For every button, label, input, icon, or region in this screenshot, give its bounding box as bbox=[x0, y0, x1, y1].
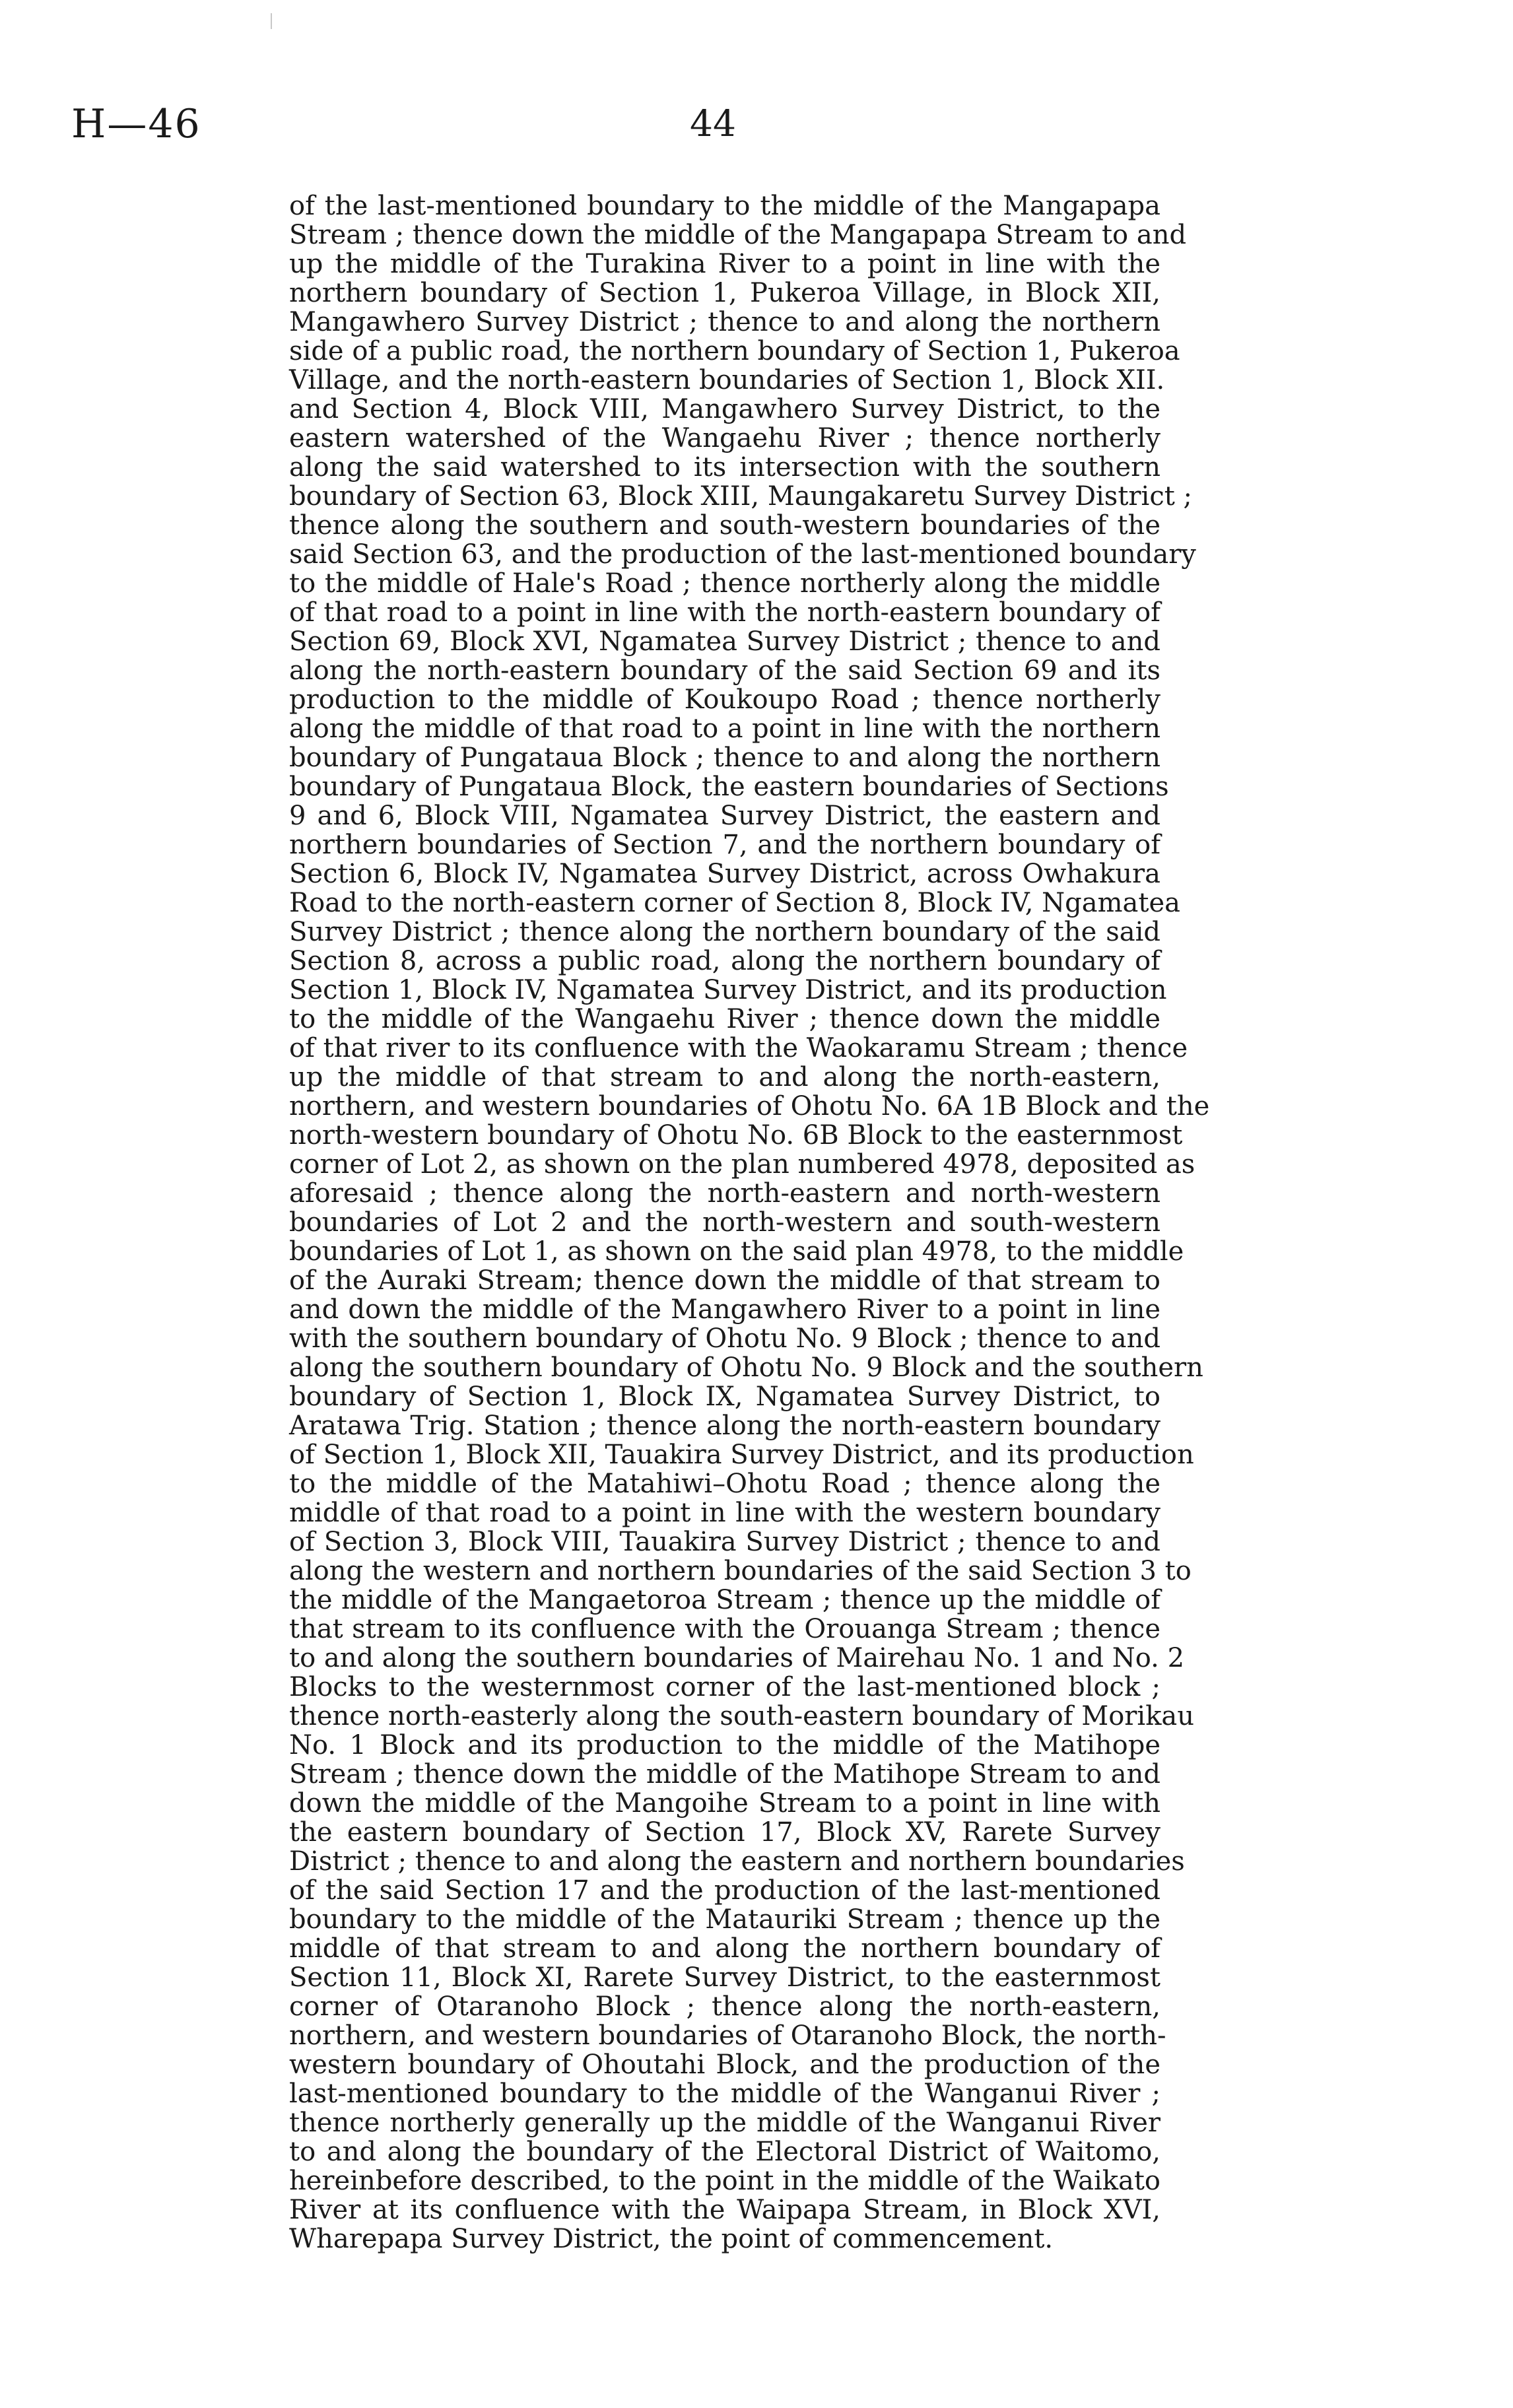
text-line: boundary of Pungataua Block, the eastern boundaries of Sections bbox=[289, 772, 1169, 802]
text-line: middle of that road to a point in line with the western boundary bbox=[289, 1498, 1160, 1528]
text-line: boundaries of Lot 1, as shown on the said plan 4978, to the middle bbox=[289, 1236, 1184, 1267]
document-reference: H—46 bbox=[71, 101, 201, 147]
text-line: Section 1, Block IV, Ngamatea Survey District, and its production bbox=[289, 975, 1167, 1005]
text-line: Stream ; thence down the middle of the Mangapapa Stream to and bbox=[289, 220, 1187, 250]
scan-mark bbox=[271, 13, 272, 29]
text-line: boundary of Section 1, Block IX, Ngamatea Survey District, to bbox=[289, 1382, 1160, 1412]
text-line: hereinbefore described, to the point in the middle of the Waikato bbox=[289, 2166, 1160, 2196]
text-line: to the middle of the Matahiwi–Ohotu Road ; thence along the bbox=[289, 1469, 1160, 1499]
text-line: River at its confluence with the Waipapa Stream, in Block XVI, bbox=[289, 2195, 1160, 2225]
text-line: 9 and 6, Block VIII, Ngamatea Survey District, the eastern and bbox=[289, 801, 1160, 831]
text-line: Road to the north-eastern corner of Section 8, Block IV, Ngamatea bbox=[289, 888, 1180, 918]
text-line: boundaries of Lot 2 and the north-western and south-western bbox=[289, 1207, 1160, 1238]
text-line: No. 1 Block and its production to the middle of the Matihope bbox=[289, 1730, 1160, 1760]
text-line: that stream to its confluence with the Orouanga Stream ; thence bbox=[289, 1614, 1160, 1644]
text-line: last-mentioned boundary to the middle of the Wanganui River ; bbox=[289, 2079, 1160, 2109]
text-line: to the middle of Hale's Road ; thence northerly along the middle bbox=[289, 568, 1160, 599]
text-line: the middle of the Mangaetoroa Stream ; thence up the middle of bbox=[289, 1585, 1160, 1615]
text-line: Section 8, across a public road, along the northern boundary of bbox=[289, 946, 1160, 976]
text-line: Blocks to the westernmost corner of the last-mentioned block ; bbox=[289, 1672, 1160, 1702]
text-line: of Section 1, Block XII, Tauakira Survey District, and its production bbox=[289, 1440, 1194, 1470]
text-line: boundary to the middle of the Matauriki Stream ; thence up the bbox=[289, 1904, 1160, 1935]
text-line: northern boundary of Section 1, Pukeroa Village, in Block XII, bbox=[289, 278, 1160, 308]
text-line: and Section 4, Block VIII, Mangawhero Survey District, to the bbox=[289, 394, 1160, 424]
text-line: northern, and western boundaries of Ohotu No. 6A 1B Block and the bbox=[289, 1091, 1210, 1121]
text-line: Aratawa Trig. Station ; thence along the north-eastern boundary bbox=[289, 1411, 1160, 1441]
text-line: up the middle of the Turakina River to a point in line with the bbox=[289, 249, 1160, 279]
text-line: corner of Lot 2, as shown on the plan numbered 4978, deposited as bbox=[289, 1149, 1195, 1180]
text-line: production to the middle of Koukoupo Road ; thence northerly bbox=[289, 685, 1160, 715]
text-line: up the middle of that stream to and along the north-eastern, bbox=[289, 1062, 1160, 1092]
text-line: along the southern boundary of Ohotu No. 9 Block and the southern bbox=[289, 1353, 1203, 1383]
text-line: Section 69, Block XVI, Ngamatea Survey District ; thence to and bbox=[289, 626, 1160, 657]
text-line: Village, and the north-eastern boundaries of Section 1, Block XII. bbox=[289, 365, 1165, 395]
text-line: of the Auraki Stream; thence down the middle of that stream to bbox=[289, 1265, 1160, 1296]
text-line: middle of that stream to and along the northern boundary of bbox=[289, 1933, 1160, 1964]
text-line: eastern watershed of the Wangaehu River ; thence northerly bbox=[289, 423, 1160, 453]
text-line: and down the middle of the Mangawhero River to a point in line bbox=[289, 1294, 1160, 1325]
text-line: down the middle of the Mangoihe Stream to a point in line with bbox=[289, 1788, 1160, 1819]
text-line: to and along the southern boundaries of Mairehau No. 1 and No. 2 bbox=[289, 1643, 1185, 1673]
text-line: corner of Otaranoho Block ; thence along the north-eastern, bbox=[289, 1991, 1160, 2022]
text-line: thence north-easterly along the south-eastern boundary of Morikau bbox=[289, 1701, 1195, 1731]
body-text bbox=[289, 191, 1210, 2254]
text-line: District ; thence to and along the eastern and northern boundaries bbox=[289, 1846, 1185, 1877]
text-line: boundary of Section 63, Block XIII, Maungakaretu Survey District ; bbox=[289, 481, 1192, 512]
text-line: boundary of Pungataua Block ; thence to and along the northern bbox=[289, 743, 1160, 773]
text-line: thence northerly generally up the middle of the Wanganui River bbox=[289, 2108, 1160, 2138]
text-line: of that road to a point in line with the north-eastern boundary of bbox=[289, 597, 1160, 628]
text-line: along the middle of that road to a point in line with the northern bbox=[289, 714, 1160, 744]
text-line: northern boundaries of Section 7, and the northern boundary of bbox=[289, 830, 1160, 860]
text-line: northern, and western boundaries of Otaranoho Block, the north- bbox=[289, 2021, 1166, 2051]
text-line: side of a public road, the northern boundary of Section 1, Pukeroa bbox=[289, 336, 1180, 366]
text-line: of Section 3, Block VIII, Tauakira Survey District ; thence to and bbox=[289, 1527, 1160, 1557]
text-line: aforesaid ; thence along the north-eastern and north-western bbox=[289, 1178, 1160, 1209]
text-line: along the western and northern boundaries of the said Section 3 to bbox=[289, 1556, 1192, 1586]
text-line: Survey District ; thence along the northern boundary of the said bbox=[289, 917, 1160, 947]
text-line: to and along the boundary of the Electoral District of Waitomo, bbox=[289, 2137, 1160, 2167]
text-line: Section 11, Block XI, Rarete Survey District, to the easternmost bbox=[289, 1962, 1160, 1993]
text-line: thence along the southern and south-western boundaries of the bbox=[289, 510, 1160, 541]
text-line: Wharepapa Survey District, the point of commencement. bbox=[289, 2224, 1054, 2254]
text-line: of the said Section 17 and the production of the last-mentioned bbox=[289, 1875, 1160, 1906]
text-line: along the north-eastern boundary of the said Section 69 and its bbox=[289, 655, 1160, 686]
text-line: with the southern boundary of Ohotu No. 9 Block ; thence to and bbox=[289, 1323, 1160, 1354]
text-line: to the middle of the Wangaehu River ; thence down the middle bbox=[289, 1004, 1160, 1034]
text-line: Mangawhero Survey District ; thence to and along the northern bbox=[289, 307, 1160, 337]
text-line: said Section 63, and the production of the last-mentioned boundary bbox=[289, 539, 1196, 570]
page-number: 44 bbox=[690, 102, 736, 145]
text-line: Stream ; thence down the middle of the Matihope Stream to and bbox=[289, 1759, 1160, 1789]
text-line: of that river to its confluence with the Waokaramu Stream ; thence bbox=[289, 1033, 1188, 1063]
text-line: western boundary of Ohoutahi Block, and the production of the bbox=[289, 2050, 1160, 2080]
text-line: the eastern boundary of Section 17, Block XV, Rarete Survey bbox=[289, 1817, 1160, 1848]
text-line: Section 6, Block IV, Ngamatea Survey District, across Owhakura bbox=[289, 859, 1160, 889]
text-line: of the last-mentioned boundary to the middle of the Mangapapa bbox=[289, 191, 1160, 221]
text-line: north-western boundary of Ohotu No. 6B Block to the easternmost bbox=[289, 1120, 1183, 1151]
text-line: along the said watershed to its intersection with the southern bbox=[289, 452, 1160, 483]
